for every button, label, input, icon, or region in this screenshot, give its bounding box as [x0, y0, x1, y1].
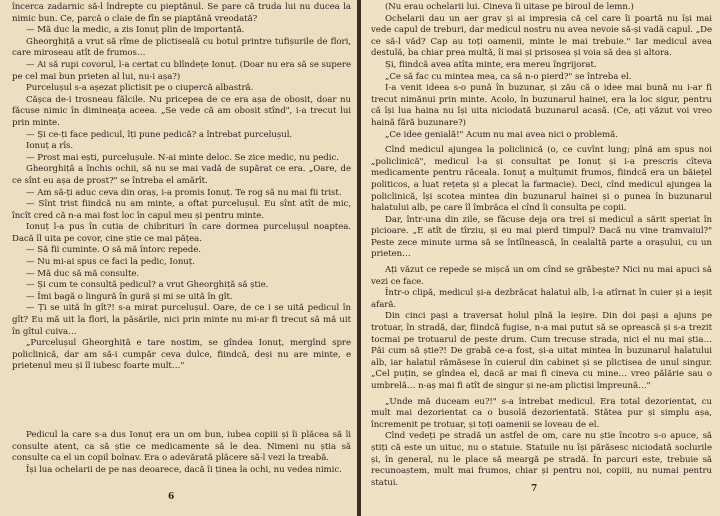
paragraph: „Ce să fac cu mintea mea, ca să n-o pierd?" se întreba el. [385, 71, 632, 82]
paragraph: — Nu mi-ai spus ce faci la pedic, Ionuț. [26, 257, 195, 268]
paragraph: — Mă duc să mă consulte. [26, 268, 140, 279]
left-page-bottom-text [12, 430, 351, 476]
paragraph: — Și ce-ți face pedicul, îți pune pedică? a întrebat purcelușul. [26, 129, 293, 140]
paragraph: Ionuț l-a pus în cutia de chibrituri în care dormea purcelușul noaptea. Dacă îl uita pe covor, cine știe ce mai pățea. [12, 222, 351, 244]
paragraph: I-a venit ideea s-o pună în buzunar, și zău că o idee mai bună nu i-ar fi trecut nimănui prin minte. Acolo, în buzunarul hainei, era la loc sigur, pentru că își lua haina nu își uita niciodată buzunarul acasă. (Ce, ați văzut voi vreo haină fără buzunare?) [371, 83, 712, 128]
paragraph: Cînd vedeți pe stradă un astfel de om, care nu știe încotro s-o apuce, să știți că este un uituc, nu o statuie. Statuile nu își părăsesc niciodată soclurile și, în general, nu le place să meargă pe stradă. În parcuri este, trebuie să recunoaștem, mult mai frumos, chiar și pentru noi, copiii, nu numai pentru statui. [371, 431, 712, 488]
paragraph: încerca zadarnic să-l îndrepte cu pieptănul. Se pare că truda lui nu ducea la nimic bun. Ce, parcă o claie de fîn se piaptănă vreodată? [12, 2, 351, 24]
paragraph: — Și cum te consultă pedicul? a vrut Gheorghiță să știe. [26, 280, 269, 291]
paragraph: Într-o clipă, medicul și-a dezbrăcat halatul alb, l-a atîrnat în cuier și a ieșit afară. [371, 288, 712, 310]
paragraph: „Purcelușul Gheorghiță e tare nostim, se gîndea Ionuț, mergînd spre policlinică, dar am să-i cumpăr ceva dulce, fiindcă, deși nu are minte, e prietenul meu și îl iubesc foarte mult…" [12, 338, 351, 372]
paragraph: Dar, într-una din zile, se făcuse deja ora trei și medicul a sărit speriat în picioare. „E atît de tîrziu, și eu mai pierd timpul? Dacă nu vine tramvaiul?" Peste zece minute urma să se întîlnească, în cealaltă parte a orașului, cu un prieten… [371, 214, 712, 260]
paragraph: Pedicul la care s-a dus Ionuț era un om bun, iubea copiii și îi plăcea să îi consulte atent, ca să știe ce medicamente să le dea. Nimeni nu știa să consulte ca el un copil bolnav. Era o adevărată plăcere să-l vezi la treabă. [12, 430, 351, 464]
paragraph: — Mă duc la medic, a zis Ionuț plin de importanță. [26, 25, 245, 36]
paragraph: „Unde mă duceam eu?!" s-a întrebat medicul. Era total dezorientat, cu mult mai dezorientat ca o busolă dezorientată. Stătea pur și simplu așa, încremenit pe trotuar, și toți oamenii se loveau de el. [371, 396, 712, 430]
page-number: 6 [168, 492, 175, 502]
paragraph: Gheorghiță a închis ochii, să nu se mai vadă de supărat ce era. „Oare, de ce sînt eu așa de prost?" se întreba el amărît. [12, 164, 351, 186]
right-page-text [371, 2, 712, 489]
paragraph: Și, fiindcă avea atîta minte, era mereu îngrijorat. [385, 59, 597, 70]
page-number: 7 [531, 484, 538, 494]
section-break [12, 373, 351, 430]
paragraph: Cășca de-i trosneau fălcile. Nu pricepea de ce era așa de obosit, doar nu făcuse nimic în dimineața aceea. „Se vede că am obosit stînd", i-a trecut lui prin minte. [12, 94, 351, 128]
paragraph: — Prost mai ești, purcelușule. N-ai minte deloc. Se zice medic, nu pedic. [26, 152, 339, 163]
paragraph: — Să fii cuminte. O să mă întorc repede. [26, 245, 201, 256]
paragraph: Ionuț a rîs. [26, 141, 74, 152]
right-page [361, 0, 720, 516]
paragraph: „Ce idee genială!" Acum nu mai avea nici o problemă. [385, 129, 618, 140]
paragraph: (Nu erau ochelarii lui. Cineva îi uitase pe biroul de lemn.) [385, 2, 634, 12]
paragraph: Din cinci pași a traversat holul pînă la ieșire. Din doi pași a ajuns pe trotuar, în stradă, dar, fiindcă fugise, n-a mai putut să se oprească și s-a trezit tocmai pe trotuarul de peste drum. Cum trecuse strada, nici el nu mai știa… Păi cum să știe?! De grabă ce-a fost, și-a uitat mintea în buzunarul halatului alb, iar halatul rămăsese în cuierul din cabinet și se plictisea de unul singur. „Cel puțin, se gîndea el, dacă ar mai fi cineva cu mine… vreo pălărie sau o umbrelă… n-aș mai fi atît de singur și ne-am plictisi împreună…" [371, 311, 712, 391]
paragraph: Își lua ochelarii de pe nas deoarece, dacă îi ținea la ochi, nu vedea nimic. [26, 464, 342, 475]
left-page-top-text [12, 2, 351, 373]
paragraph: Ați văzut ce repede se mișcă un om cînd se grăbește? Nici nu mai apuci să vezi ce face. [371, 265, 712, 287]
paragraph: — Ai să rupi covorul, l-a certat cu blîndețe Ionuț. (Doar nu era să se supere pe cel mai bun prieten al lui, nu-i așa?) [12, 59, 351, 82]
paragraph: — Am să-ți aduc ceva din oraș, i-a promis Ionuț. Te rog să nu mai fii trist. [26, 187, 342, 198]
paragraph: — Îmi bagă o lingură în gură și mi se uită în gît. [26, 291, 233, 302]
paragraph: — Sînt trist fiindcă nu am minte, a oftat purcelușul. Eu sînt atît de mic, încît cred că n-a mai fost loc în capul meu și pentru minte. [12, 199, 351, 221]
paragraph: Ochelarii dau un aer grav și ai impresia că cel care îi poartă nu își mai vede capul de treburi, dar medicul nostru nu avea nevoie să-și vadă capul. „De ce să-l văd? Cap au toți oamenii, minte le mai trebuie." Iar medicul avea destulă, ba chiar prea multă, îi mai și prisosea și voia să dea și altora. [371, 13, 712, 59]
left-page [0, 0, 357, 516]
paragraph: Cînd medicul ajungea la policlinică (o, ce cuvînt lung; pînă am spus noi „policlinică", medicul l-a și consultat pe Ionuț și i-a prescris cîteva medicamente pentru răceala. Ionuț a mulțumit frumos, fiindcă era un băiețel politicos, a luat rețeta și a plecat la farmacie). Deci, cînd medicul ajungea la policlinică, își scotea mintea din buzunarul hainei și o punea în buzunarul halatului alb, pe care îl îmbrăca el cînd îi consulta pe copii. [371, 145, 712, 214]
paragraph: Gheorghiță a vrut să rîme de plictiseală cu botul printre tufișurile de flori, care miroseau atît de frumos… [12, 36, 351, 59]
paragraph: — Ți se uită în gît?! s-a mirat purcelușul. Oare, de ce i se uită pedicul în gît? Eu mă uit la flori, la păsările, nici prin minte nu mi-ar fi trecut să mă uit în gîtul cuiva… [12, 303, 351, 337]
paragraph: Purcelușul s-a așezat plictisit pe o ciupercă albastră. [26, 83, 254, 94]
